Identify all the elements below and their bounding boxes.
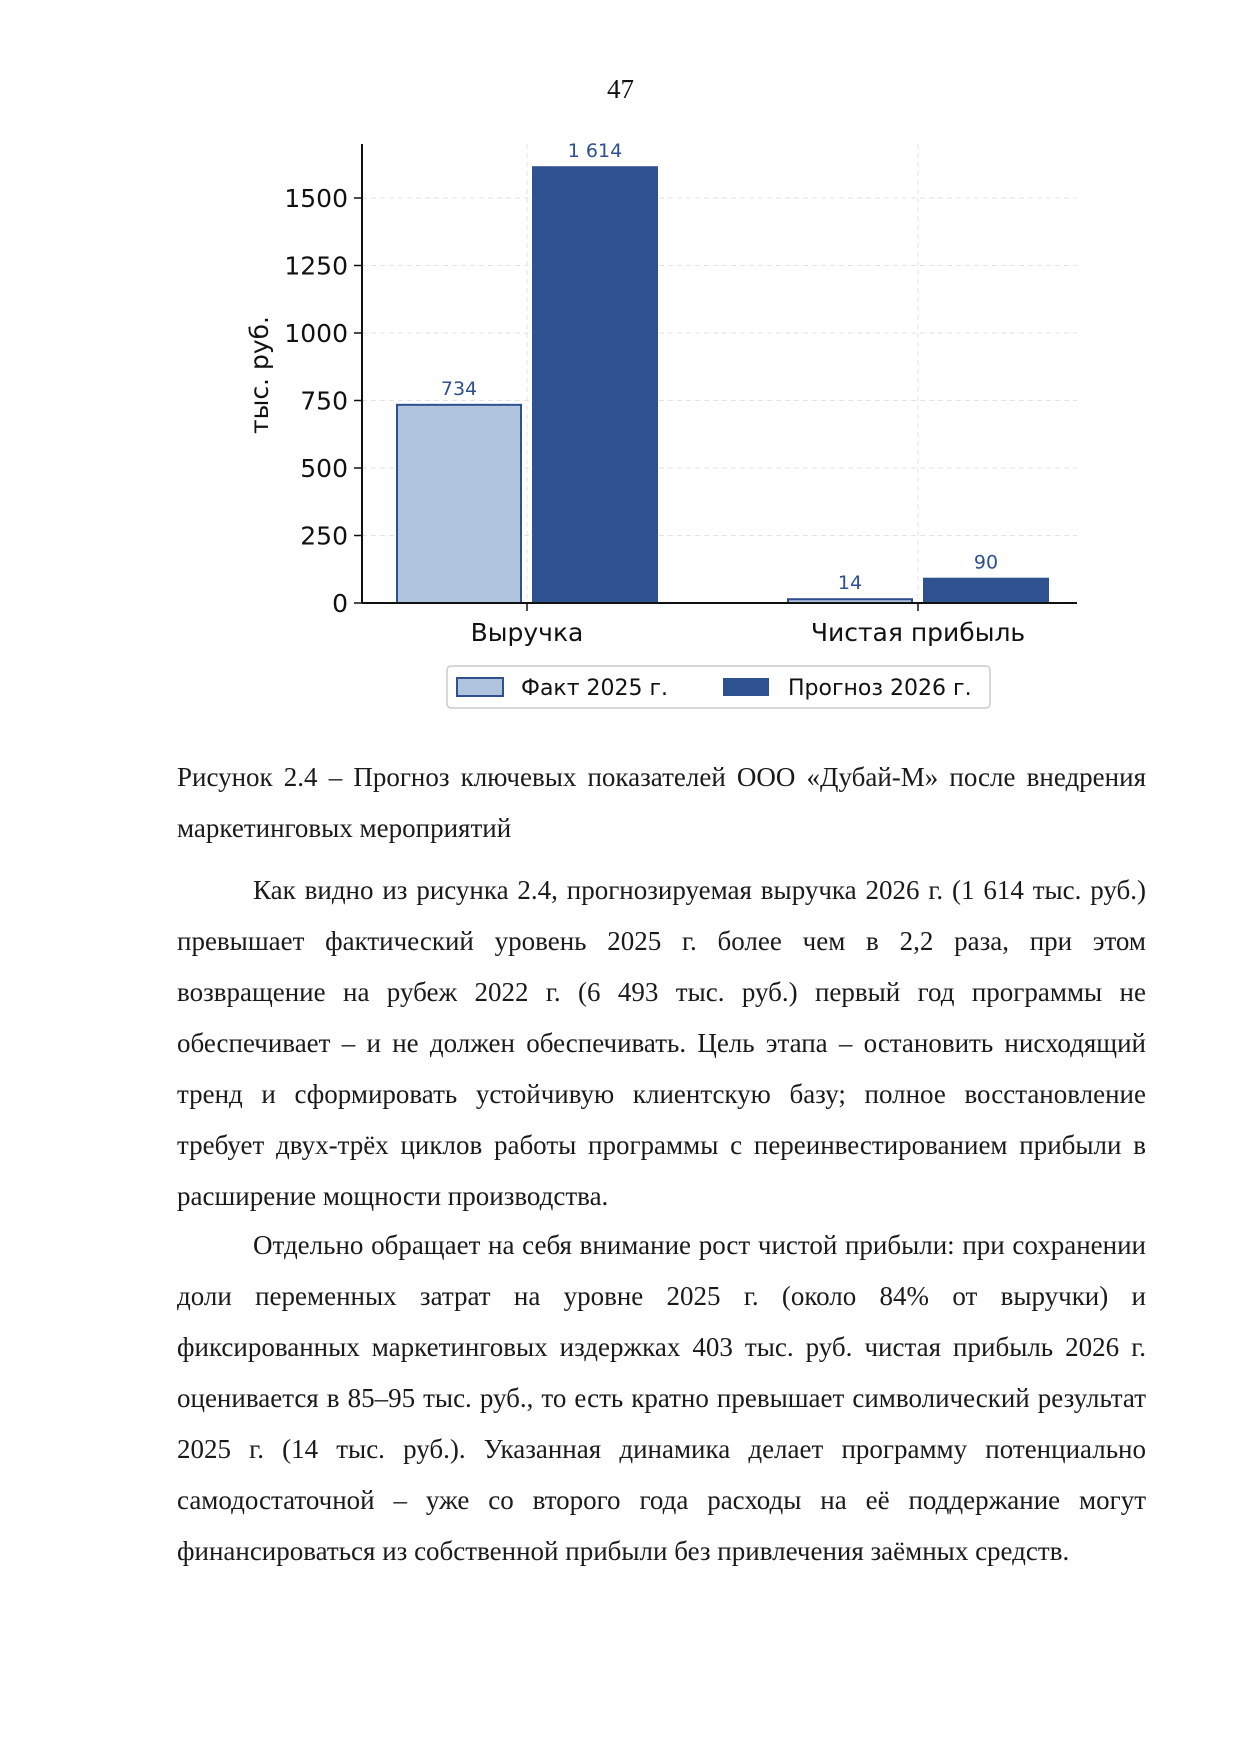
legend-label-forecast: Прогноз 2026 г. (788, 676, 972, 701)
paragraph-1: Как видно из рисунка 2.4, прогнозируемая выручка 2026 г. (1 614 тыс. руб.) превышает фактический уровень 2025 г. более чем в 2,2 раза, при этом возвращение на рубеж 2022 г. (6 493 тыс. руб.) первый год программы не обеспечивает – и не должен обеспечивать. Цель этапа – остановить нисходящий тренд и сформировать устойчивую клиентскую базу; полное восстановление требует двух-трёх циклов работы программы с переинвестированием прибыли в расширение мощности производства. (177, 875, 1146, 1211)
y-tick-label: 1000 (284, 319, 348, 348)
y-tick-label: 500 (300, 454, 348, 483)
legend (447, 666, 990, 708)
bar-value-label: 14 (837, 572, 863, 595)
bar-fact (397, 405, 521, 603)
legend-label-fact: Факт 2025 г. (521, 676, 669, 701)
bar-value-label: 1 614 (567, 140, 623, 163)
x-tick-label: Чистая прибыль (810, 618, 1026, 647)
figure-caption: Рисунок 2.4 – Прогноз ключевых показателей ООО «Дубай-М» после внедрения маркетинговых мероприятий (177, 762, 1146, 843)
bar-forecast (924, 579, 1048, 603)
page-number: 47 (607, 74, 634, 104)
x-tick-label: Выручка (470, 618, 584, 647)
paragraph-2: Отдельно обращает на себя внимание рост чистой прибыли: при сохранении доли переменных затрат на уровне 2025 г. (около 84% от выручки) и фиксированных маркетинговых издержках 403 тыс. руб. чистая прибыль 2026 г. оценивается в 85–95 тыс. руб., то есть кратно превышает символический результат 2025 г. (14 тыс. руб.). Указанная динамика делает программу потенциально самодостаточной – уже со второго года расходы на её поддержание могут финансироваться из собственной прибыли без привлечения заёмных средств. (177, 1230, 1146, 1566)
y-tick-label: 1500 (284, 184, 348, 213)
y-tick-label: 1250 (284, 251, 348, 281)
legend-swatch-fact (457, 678, 503, 696)
y-axis-label: тыс. руб. (245, 316, 274, 434)
bar-chart (0, 0, 1241, 740)
bar-value-label: 90 (973, 551, 999, 574)
legend-swatch-forecast (723, 678, 769, 696)
y-tick-label: 750 (300, 386, 348, 416)
bar-forecast (533, 167, 657, 603)
y-tick-label: 250 (300, 521, 348, 551)
bar-value-label: 734 (440, 377, 478, 400)
y-tick-label: 0 (332, 589, 348, 618)
